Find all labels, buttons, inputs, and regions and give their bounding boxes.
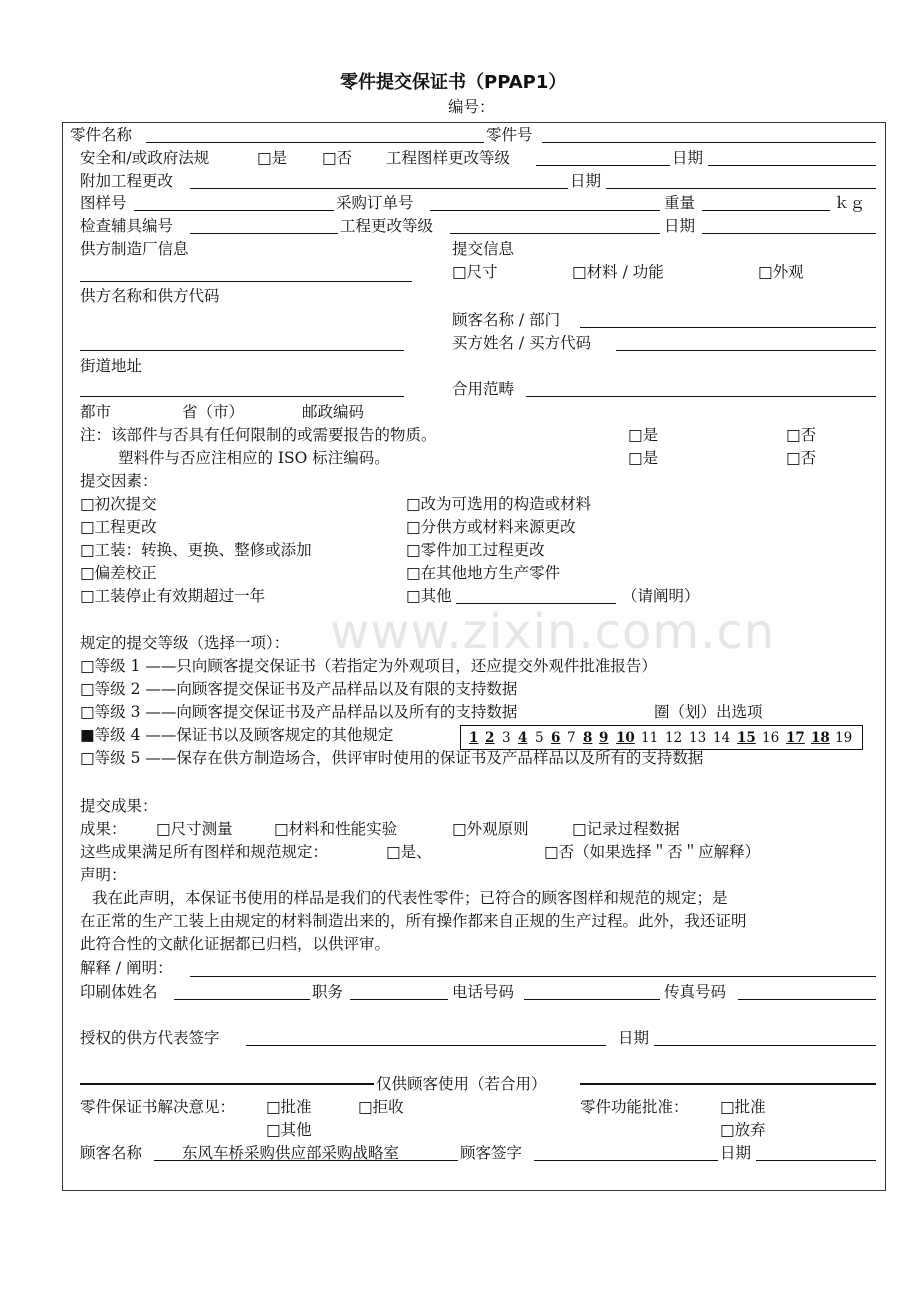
reason-process-change-checkbox[interactable]: □零件加工过程更改 <box>406 541 545 559</box>
meets-yes-checkbox[interactable]: □是、 <box>386 843 432 861</box>
disposition-label: 零件保证书解决意见： <box>80 1098 236 1116</box>
level-4-option-1[interactable]: 1 <box>469 730 479 746</box>
explain-label: 解释 / 阐明： <box>80 959 173 977</box>
meets-requirements-label: 这些成果满足所有图样和规范规定： <box>80 843 329 861</box>
reason-other-checkbox[interactable]: □其他 <box>406 587 452 605</box>
level-1-checkbox[interactable]: □等级 1 ——只向顾客提交保证书（若指定为外观项目，还应提交外观件批准报告） <box>80 657 657 675</box>
reason-subsupplier-checkbox[interactable]: □分供方或材料来源更改 <box>406 518 576 536</box>
submission-info-label: 提交信息 <box>452 240 515 258</box>
customer-signature-field[interactable] <box>534 1160 718 1161</box>
drawing-change-level-label: 工程图样更改等级 <box>386 149 511 167</box>
function-approval-label: 零件功能批准： <box>580 1098 689 1116</box>
level-4-option-17[interactable]: 17 <box>786 730 805 746</box>
reason-explain-label: （请阐明） <box>622 587 700 605</box>
declaration-line-3: 此符合性的文献化证据都已归档，以供评审。 <box>80 935 391 953</box>
reasons-label: 提交因素： <box>80 472 158 490</box>
fax-label: 传真号码 <box>664 983 727 1001</box>
declaration-line-1: 我在此声明，本保证书使用的样品是我们的代表性零件；已符合的顾客图样和规范的规定；是 <box>92 889 728 907</box>
drawing-change-level-field[interactable] <box>536 165 670 166</box>
supplier-mfg-info-label: 供方制造厂信息 <box>80 240 189 258</box>
application-field[interactable] <box>526 396 876 397</box>
level-4-option-18[interactable]: 18 <box>811 730 830 746</box>
level-4-option-15[interactable]: 15 <box>737 730 756 746</box>
title-label: 职务 <box>312 983 344 1001</box>
weight-field[interactable] <box>702 210 830 211</box>
note2-yes-checkbox[interactable]: □是 <box>628 449 659 467</box>
level-4-option-3[interactable]: 3 <box>502 730 511 746</box>
level-4-option-5[interactable]: 5 <box>535 730 544 746</box>
dimension-checkbox[interactable]: □尺寸 <box>452 263 498 281</box>
print-name-field[interactable] <box>174 999 310 1000</box>
circle-note: 圈（划）出选项 <box>654 703 763 721</box>
signature-date-field[interactable] <box>654 1045 876 1046</box>
customer-dept-field[interactable] <box>580 327 876 328</box>
fixture-label: 检查辅具编号 <box>80 217 174 235</box>
declaration-label: 声明： <box>80 866 127 884</box>
reason-initial-checkbox[interactable]: □初次提交 <box>80 495 157 513</box>
level-4-option-9[interactable]: 9 <box>599 730 609 746</box>
date2-label: 日期 <box>570 172 602 190</box>
reason-tooling-checkbox[interactable]: □工装：转换、更换、整修或添加 <box>80 541 312 559</box>
result-appearance-checkbox[interactable]: □外观原则 <box>452 820 529 838</box>
customer-name-value: 东风车桥采购供应部采购战略室 <box>182 1144 400 1162</box>
customer-date-label: 日期 <box>720 1144 752 1162</box>
part-number-field[interactable] <box>542 142 876 143</box>
reason-other-field[interactable] <box>456 603 616 604</box>
drawing-no-field[interactable] <box>134 210 334 211</box>
watermark: www.zixin.com.cn <box>330 604 776 660</box>
result-material-test-checkbox[interactable]: □材料和性能实验 <box>274 820 398 838</box>
signature-date-label: 日期 <box>618 1029 650 1047</box>
extra-change-field[interactable] <box>190 188 568 189</box>
signature-field[interactable] <box>246 1045 606 1046</box>
disposition-rejected-checkbox[interactable]: □拒收 <box>358 1098 404 1116</box>
fixture-field[interactable] <box>190 233 338 234</box>
customer-divider-right <box>580 1083 876 1085</box>
number-label: 编号： <box>448 98 495 116</box>
buyer-field[interactable] <box>616 350 876 351</box>
level-4-option-14[interactable]: 14 <box>713 730 731 746</box>
safety-no-checkbox[interactable]: □否 <box>322 149 353 167</box>
note1-yes-checkbox[interactable]: □是 <box>628 426 659 444</box>
buyer-label: 买方姓名 / 买方代码 <box>452 334 592 352</box>
disposition-approved-checkbox[interactable]: □批准 <box>266 1098 312 1116</box>
level-4-option-11[interactable]: 11 <box>641 730 659 746</box>
reason-deviation-checkbox[interactable]: □偏差校正 <box>80 564 157 582</box>
supplier-name-code-label: 供方名称和供方代码 <box>80 287 220 305</box>
reason-optional-material-checkbox[interactable]: □改为可选用的构造或材料 <box>406 495 592 513</box>
signature-label: 授权的供方代表签字 <box>80 1029 220 1047</box>
reason-eng-change-checkbox[interactable]: □工程更改 <box>80 518 157 536</box>
reason-tooling-inactive-checkbox[interactable]: □工装停止有效期超过一年 <box>80 587 266 605</box>
extra-change-label: 附加工程更改 <box>80 172 174 190</box>
street-field[interactable] <box>80 396 404 397</box>
level-4-option-6[interactable]: 6 <box>551 730 561 746</box>
weight-unit: ｋｇ <box>834 194 866 212</box>
level-4-option-16[interactable]: 16 <box>762 730 780 746</box>
customer-dept-label: 顾客名称 / 部门 <box>452 311 561 329</box>
part-name-label: 零件名称 <box>70 126 133 144</box>
eng-change-level-label: 工程更改等级 <box>340 217 434 235</box>
level-4-option-4[interactable]: 4 <box>518 730 528 746</box>
results-sub-label: 成果： <box>80 820 127 838</box>
safety-label: 安全和/或政府法规 <box>80 149 210 167</box>
safety-yes-checkbox[interactable]: □是 <box>257 149 288 167</box>
street-label: 街道地址 <box>80 357 143 375</box>
note-restricted-substance: 注：该部件与否具有任何限制的或需要报告的物质。 <box>80 426 437 444</box>
po-label: 采购订单号 <box>336 194 414 212</box>
result-process-data-checkbox[interactable]: □记录过程数据 <box>572 820 680 838</box>
level-4-option-19[interactable]: 19 <box>835 730 853 746</box>
reason-other-location-checkbox[interactable]: □在其他地方生产零件 <box>406 564 561 582</box>
date2-field[interactable] <box>606 188 876 189</box>
level-5-checkbox[interactable]: □等级 5 ——保存在供方制造场合，供评审时使用的保证书及产品样品以及所有的支持数据 <box>80 749 704 767</box>
note1-no-checkbox[interactable]: □否 <box>786 426 817 444</box>
customer-date-field[interactable] <box>756 1160 876 1161</box>
note2-no-checkbox[interactable]: □否 <box>786 449 817 467</box>
level-4-option-2[interactable]: 2 <box>485 730 495 746</box>
level-4-option-12[interactable]: 12 <box>665 730 683 746</box>
postal-label: 邮政编码 <box>302 403 365 421</box>
customer-signature-label: 顾客签字 <box>460 1144 523 1162</box>
level-4-option-8[interactable]: 8 <box>583 730 593 746</box>
application-label: 合用范畴 <box>452 380 515 398</box>
level-4-option-10[interactable]: 10 <box>616 730 635 746</box>
page-title: 零件提交保证书（PPAP1） <box>340 72 567 93</box>
customer-divider-left <box>80 1083 374 1085</box>
customer-section-label: 仅供顾客使用（若合用） <box>376 1075 547 1093</box>
drawing-no-label: 图样号 <box>80 194 127 212</box>
eng-change-level-field[interactable] <box>450 233 660 234</box>
declaration-line-2: 在正常的生产工装上由规定的材料制造出来的，所有操作都来自正规的生产过程。此外，我还证明 <box>80 912 747 930</box>
phone-label: 电话号码 <box>452 983 515 1001</box>
phone-field[interactable] <box>524 999 660 1000</box>
note-iso-marking: 塑料件与否应注相应的 ISO 标注编码。 <box>118 449 390 467</box>
function-approved-checkbox[interactable]: □批准 <box>720 1098 766 1116</box>
level-4-option-7[interactable]: 7 <box>567 730 576 746</box>
level-4-checkbox[interactable]: ■等级 4 ——保证书以及顾客规定的其他规定 <box>80 726 394 744</box>
function-waived-checkbox[interactable]: □放弃 <box>720 1121 766 1139</box>
explain-field[interactable] <box>190 976 876 977</box>
level-2-checkbox[interactable]: □等级 2 ——向顾客提交保证书及产品样品以及有限的支持数据 <box>80 680 518 698</box>
weight-label: 重量 <box>664 194 696 212</box>
part-name-field[interactable] <box>146 142 484 143</box>
level-4-option-13[interactable]: 13 <box>689 730 707 746</box>
level-3-checkbox[interactable]: □等级 3 ——向顾客提交保证书及产品样品以及所有的支持数据 <box>80 703 518 721</box>
date-field[interactable] <box>708 165 876 166</box>
supplier-mfg-field[interactable] <box>80 281 412 282</box>
levels-label: 规定的提交等级（选择一项）： <box>80 634 290 652</box>
po-field[interactable] <box>430 210 660 211</box>
title-field[interactable] <box>350 999 448 1000</box>
material-function-checkbox[interactable]: □材料 / 功能 <box>572 263 664 281</box>
disposition-other-checkbox[interactable]: □其他 <box>266 1121 312 1139</box>
result-dimension-checkbox[interactable]: □尺寸测量 <box>156 820 233 838</box>
appearance-checkbox[interactable]: □外观 <box>758 263 804 281</box>
city-label: 都市 <box>80 403 112 421</box>
date-label: 日期 <box>672 149 704 167</box>
date3-field[interactable] <box>702 233 876 234</box>
date3-label: 日期 <box>664 217 696 235</box>
print-name-label: 印刷体姓名 <box>80 983 158 1001</box>
customer-name-label: 顾客名称 <box>80 1144 143 1162</box>
supplier-name-code-field[interactable] <box>80 350 404 351</box>
results-label: 提交成果： <box>80 797 158 815</box>
province-label: 省（市） <box>182 403 245 421</box>
fax-field[interactable] <box>738 999 876 1000</box>
part-number-label: 零件号 <box>486 126 533 144</box>
meets-no-checkbox[interactable]: □否（如果选择＂否＂应解释） <box>544 843 761 861</box>
